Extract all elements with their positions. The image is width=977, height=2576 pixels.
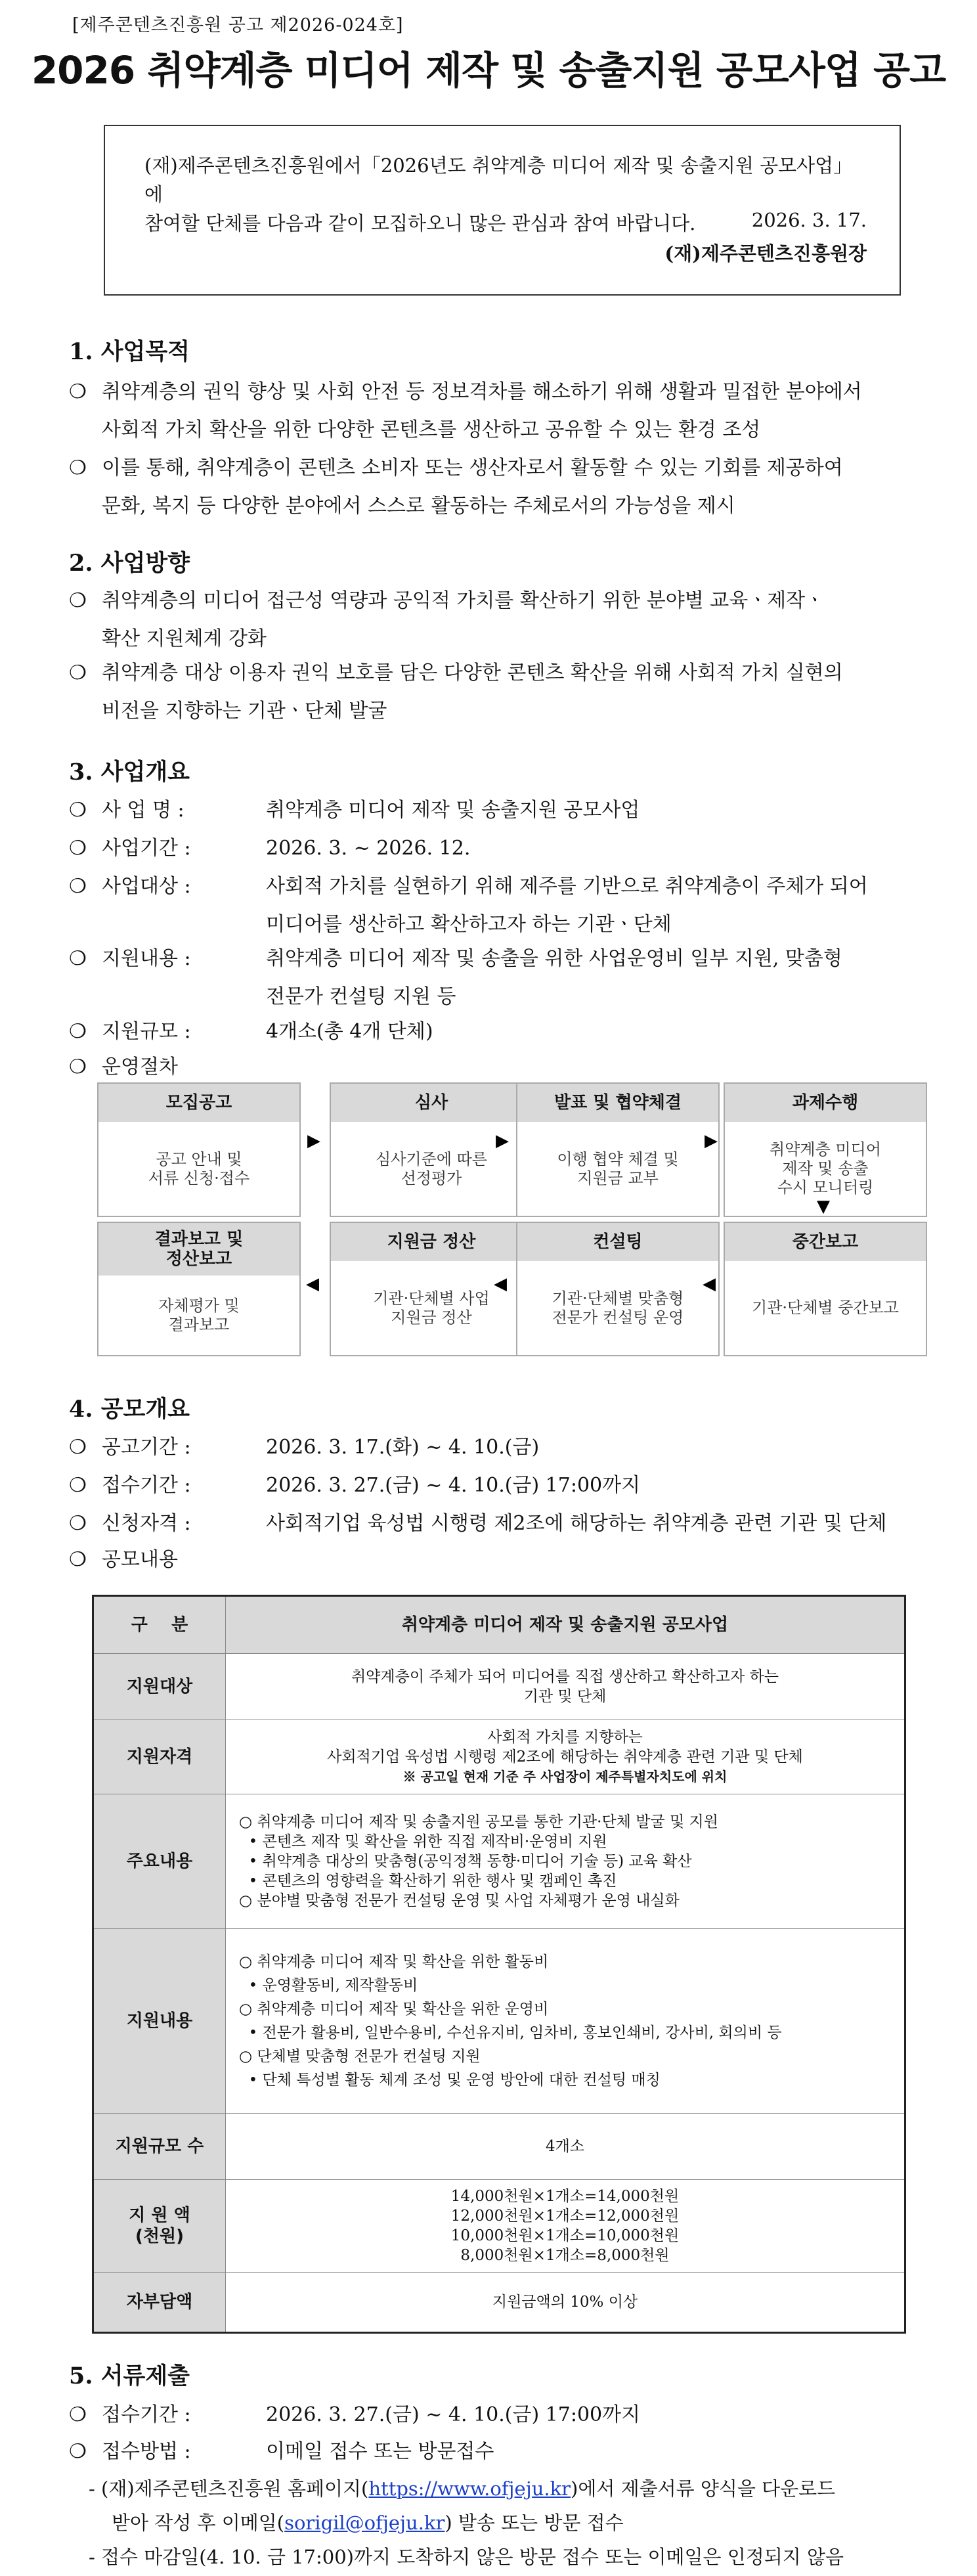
text-line: 취약계층의 미디어 접근성 역량과 공익적 가치를 확산하기 위한 분야별 교육ㆍ제작ㆍ	[102, 589, 825, 612]
bullet-icon: ❍	[69, 380, 87, 403]
text-line: 확산 지원체계 강화	[102, 627, 267, 650]
bullet-icon: ❍	[69, 589, 87, 612]
field-value: 사회적기업 육성법 시행령 제2조에 해당하는 취약계층 관련 기관 및 단체	[266, 1512, 887, 1535]
step-desc: 심사기준에 따른 선정평가	[376, 1149, 487, 1188]
page-title: 2026 취약계층 미디어 제작 및 송출지원 공모사업 공고	[31, 48, 946, 93]
step-desc: 공고 안내 및 서류 신청·접수	[148, 1149, 250, 1188]
list-item	[69, 582, 916, 658]
cell-line: ○ 단체별 맞춤형 전문가 컨설팅 지원	[239, 2048, 481, 2065]
cell-line: 사회적기업 육성법 시행령 제2조에 해당하는 취약계층 관련 기관 및 단체	[327, 1748, 803, 1765]
field-label: 사 업 명 :	[102, 799, 185, 822]
step-title: 심사	[331, 1084, 532, 1122]
step-desc: 취약계층 미디어 제작 및 송출 수시 모니터링	[770, 1140, 881, 1197]
step-title: 과제수행	[725, 1084, 926, 1122]
table-cell	[226, 2114, 904, 2179]
cell-line: ○ 취약계층 미디어 제작 및 확산을 위한 활동비	[239, 1953, 549, 1970]
cell-line: ○ 취약계층 미디어 제작 및 송출지원 공모를 통한 기관·단체 발굴 및 지원	[239, 1813, 718, 1831]
field-value: 2026. 3. 17.(화) ~ 4. 10.(금)	[266, 1436, 540, 1459]
row-header: 지 원 액 (천원)	[94, 2180, 226, 2272]
note-text: - 접수 마감일(4. 10. 금 17:00)까지 도착하지 않은 방문 접수 또는 이메일은 인정되지 않음	[89, 2546, 844, 2568]
bullet-icon: ❍	[69, 456, 87, 479]
cell-line: 지원금액의 10% 이상	[492, 2294, 638, 2311]
text-line: 취약계층 대상 이용자 권익 보호를 담은 다양한 콘텐츠 확산을 위해 사회적 가치 실현의	[102, 661, 843, 684]
process-label: 운영절차	[102, 1055, 178, 1078]
field-label: 접수기간 :	[102, 2403, 191, 2426]
table-cell	[226, 1794, 904, 1928]
submission-note	[89, 2470, 916, 2508]
field-value: 4개소(총 4개 단체)	[266, 1020, 433, 1043]
table-cell	[226, 1720, 904, 1794]
cell-line: • 운영활동비, 제작활동비	[239, 1977, 418, 1994]
step-title: 컨설팅	[517, 1223, 718, 1261]
step-desc: 기관·단체별 중간보고	[752, 1299, 899, 1317]
process-step	[724, 1222, 927, 1356]
cell-line: 기관 및 단체	[523, 1688, 607, 1705]
list-item	[69, 449, 916, 525]
program-table	[92, 1595, 906, 2334]
arrow-left-icon: ◀	[703, 1274, 716, 1294]
field-label: 접수방법 :	[102, 2440, 191, 2463]
bullet-icon: ❍	[69, 1474, 87, 1497]
note-text: )에서 제출서류 양식을 다운로드	[571, 2477, 836, 2500]
row-header: 지원규모 수	[94, 2114, 226, 2179]
section-heading: 2. 사업방향	[69, 550, 190, 577]
text-line: 사회적 가치 확산을 위한 다양한 콘텐츠를 생산하고 공유할 수 있는 환경 조성	[102, 418, 761, 441]
bullet-icon: ❍	[69, 2440, 87, 2463]
section-heading: 1. 사업목적	[69, 338, 190, 365]
cell-line: ○ 취약계층 미디어 제작 및 확산을 위한 운영비	[239, 2001, 549, 2018]
row-header: 자부담액	[94, 2273, 226, 2332]
notice-date: 2026. 3. 17.	[751, 209, 867, 231]
section-heading: 3. 사업개요	[69, 759, 190, 786]
table-header-cell: 취약계층 미디어 제작 및 송출지원 공모사업	[226, 1597, 904, 1653]
cell-line: ○ 분야별 맞춤형 전문가 컨설팅 운영 및 사업 자체평가 운영 내실화	[239, 1892, 680, 1909]
table-header-cell: 구 분	[94, 1597, 226, 1653]
field-value: 2026. 3. ~ 2026. 12.	[266, 837, 471, 860]
bullet-icon: ❍	[69, 837, 87, 860]
table-header-row	[94, 1597, 904, 1654]
step-desc: 기관·단체별 사업 지원금 정산	[373, 1289, 490, 1327]
field-value: 미디어를 생산하고 확산하고자 하는 기관ㆍ단체	[266, 913, 672, 936]
cell-line: • 콘텐츠 제작 및 확산을 위한 직접 제작비·운영비 지원	[239, 1833, 607, 1850]
field-value: 이메일 접수 또는 방문접수	[266, 2440, 494, 2463]
table-cell	[226, 1929, 904, 2113]
row-header: 지원자격	[94, 1720, 226, 1794]
process-step	[97, 1082, 301, 1217]
note-text: 받아 작성 후 이메일(	[112, 2512, 285, 2534]
cell-line: 사회적 가치를 지향하는	[487, 1729, 643, 1746]
overview-row	[69, 1505, 916, 1543]
arrow-left-icon: ◀	[306, 1274, 319, 1294]
arrow-left-icon: ◀	[494, 1274, 507, 1294]
overview-row	[69, 1013, 916, 1051]
step-desc: 기관·단체별 맞춤형 전문가 컨설팅 운영	[552, 1289, 684, 1327]
table-row	[94, 1720, 904, 1794]
field-value: 2026. 3. 27.(금) ~ 4. 10.(금) 17:00까지	[266, 2403, 641, 2426]
overview-row	[69, 940, 916, 1016]
bullet-icon: ❍	[69, 661, 87, 684]
bullet-icon: ❍	[69, 1020, 87, 1043]
step-title: 발표 및 협약체결	[517, 1084, 718, 1122]
table-row	[94, 2273, 904, 2332]
list-item	[69, 654, 916, 730]
field-label: 사업기간 :	[102, 837, 191, 860]
cell-note: ※ 공고일 현재 기준 주 사업장이 제주특별자치도에 위치	[402, 1769, 727, 1785]
notice-box	[104, 125, 901, 296]
step-desc: 자체평가 및 결과보고	[158, 1296, 240, 1334]
overview-row	[69, 791, 916, 830]
field-label: 사업대상 :	[102, 875, 191, 898]
arrow-right-icon: ▶	[307, 1131, 320, 1151]
step-title: 중간보고	[725, 1223, 926, 1261]
text-line: 이를 통해, 취약계층이 콘텐츠 소비자 또는 생산자로서 활동할 수 있는 기회를 제공하여	[102, 456, 843, 479]
arrow-down-icon: ▼	[817, 1197, 830, 1216]
homepage-link[interactable]: https://www.ofjeju.kr	[368, 2477, 571, 2500]
bullet-icon: ❍	[69, 947, 87, 970]
note-text: - (재)제주콘텐츠진흥원 홈페이지(	[89, 2477, 369, 2500]
overview-row	[69, 2433, 916, 2471]
table-row	[94, 1929, 904, 2114]
table-row	[94, 2114, 904, 2180]
field-label: 신청자격 :	[102, 1512, 191, 1535]
field-label: 지원내용 :	[102, 947, 191, 970]
cell-line: • 취약계층 대상의 맞춤형(공익정책 동향·미디어 기술 등) 교육 확산	[239, 1853, 692, 1870]
text-line: 문화, 복지 등 다양한 분야에서 스스로 활동하는 주체로서의 가능성을 제시	[102, 495, 735, 518]
bullet-icon: ❍	[69, 2403, 87, 2426]
cell-line: 취약계층이 주체가 되어 미디어를 직접 생산하고 확산하고자 하는	[351, 1668, 779, 1685]
bullet-icon: ❍	[69, 1055, 87, 1078]
arrow-right-icon: ▶	[496, 1131, 509, 1151]
text-line: 비전을 지향하는 기관ㆍ단체 발굴	[102, 700, 387, 722]
cell-line: 14,000천원×1개소=14,000천원	[450, 2188, 680, 2205]
bullet-icon: ❍	[69, 875, 87, 898]
step-desc: 이행 협약 체결 및 지원금 교부	[557, 1149, 679, 1188]
cell-line: • 콘텐츠의 영향력을 확산하기 위한 행사 및 캠페인 촉진	[239, 1873, 617, 1890]
arrow-right-icon: ▶	[705, 1131, 718, 1151]
cell-line: 10,000천원×1개소=10,000천원	[450, 2227, 680, 2244]
field-value: 전문가 컨설팅 지원 등	[266, 985, 456, 1008]
field-label: 지원규모 :	[102, 1020, 191, 1043]
note-text: ) 발송 또는 방문 접수	[445, 2512, 624, 2534]
table-cell	[226, 1654, 904, 1720]
process-step	[516, 1082, 720, 1217]
table-row	[94, 1794, 904, 1929]
process-step	[516, 1222, 720, 1356]
cell-line: 8,000천원×1개소=8,000천원	[460, 2247, 670, 2264]
cell-line: • 단체 특성별 활동 체계 조성 및 운영 방안에 대한 컨설팅 매칭	[239, 2072, 661, 2089]
step-title: 모집공고	[98, 1084, 299, 1122]
overview-row	[69, 1467, 916, 1505]
table-row	[94, 2180, 904, 2273]
submission-note	[112, 2504, 913, 2542]
email-link[interactable]: sorigil@ofjeju.kr	[284, 2512, 445, 2534]
table-cell	[226, 2180, 904, 2272]
overview-row	[69, 2396, 916, 2434]
process-label-row	[69, 1048, 916, 1086]
text-line: 취약계층의 권익 향상 및 사회 안전 등 정보격차를 해소하기 위해 생활과 밀접한 분야에서	[102, 380, 862, 403]
field-value: 2026. 3. 27.(금) ~ 4. 10.(금) 17:00까지	[266, 1474, 641, 1497]
section-heading: 5. 서류제출	[69, 2363, 190, 2389]
step-title	[98, 1223, 299, 1276]
field-value: 취약계층 미디어 제작 및 송출을 위한 사업운영비 일부 지원, 맞춤형	[266, 947, 842, 970]
overview-row	[69, 830, 916, 868]
field-value: 취약계층 미디어 제작 및 송출지원 공모사업	[266, 799, 640, 822]
notice-line: (재)제주콘텐츠진흥원에서「2026년도 취약계층 미디어 제작 및 송출지원 공모사업」에	[144, 154, 853, 206]
field-value: 사회적 가치를 실현하기 위해 제주를 기반으로 취약계층이 주체가 되어	[266, 875, 868, 898]
row-header: 지원내용	[94, 1929, 226, 2113]
cell-line: • 전문가 활용비, 일반수용비, 수선유지비, 임차비, 홍보인쇄비, 강사비, 회의비 등	[239, 2024, 782, 2041]
document-number: [제주콘텐츠진흥원 공고 제2026-024호]	[72, 15, 404, 35]
bullet-icon: ❍	[69, 1436, 87, 1459]
cell-line: 12,000천원×1개소=12,000천원	[450, 2208, 680, 2225]
row-header: 지원대상	[94, 1654, 226, 1720]
field-label: 접수기간 :	[102, 1474, 191, 1497]
content-label: 공모내용	[102, 1548, 178, 1571]
overview-row	[69, 1429, 916, 1467]
overview-row	[69, 868, 916, 944]
process-step	[97, 1222, 301, 1356]
bullet-icon: ❍	[69, 799, 87, 822]
notice-signer: (재)제주콘텐츠진흥원장	[664, 242, 867, 265]
submission-note	[89, 2538, 916, 2575]
section-heading: 4. 공모개요	[69, 1396, 190, 1423]
table-cell	[226, 2273, 904, 2332]
bullet-icon: ❍	[69, 1512, 87, 1535]
cell-line: 4개소	[545, 2138, 585, 2155]
notice-line: 참여할 단체를 다음과 같이 모집하오니 많은 관심과 참여 바랍니다.	[144, 212, 696, 234]
content-label-row	[69, 1541, 916, 1579]
step-title: 지원금 정산	[331, 1223, 532, 1261]
field-label: 공고기간 :	[102, 1436, 191, 1459]
row-header: 주요내용	[94, 1794, 226, 1928]
table-row	[94, 1654, 904, 1720]
step-title-text: 결과보고 및 정산보고	[154, 1230, 244, 1269]
bullet-icon: ❍	[69, 1548, 87, 1571]
list-item	[69, 373, 916, 449]
